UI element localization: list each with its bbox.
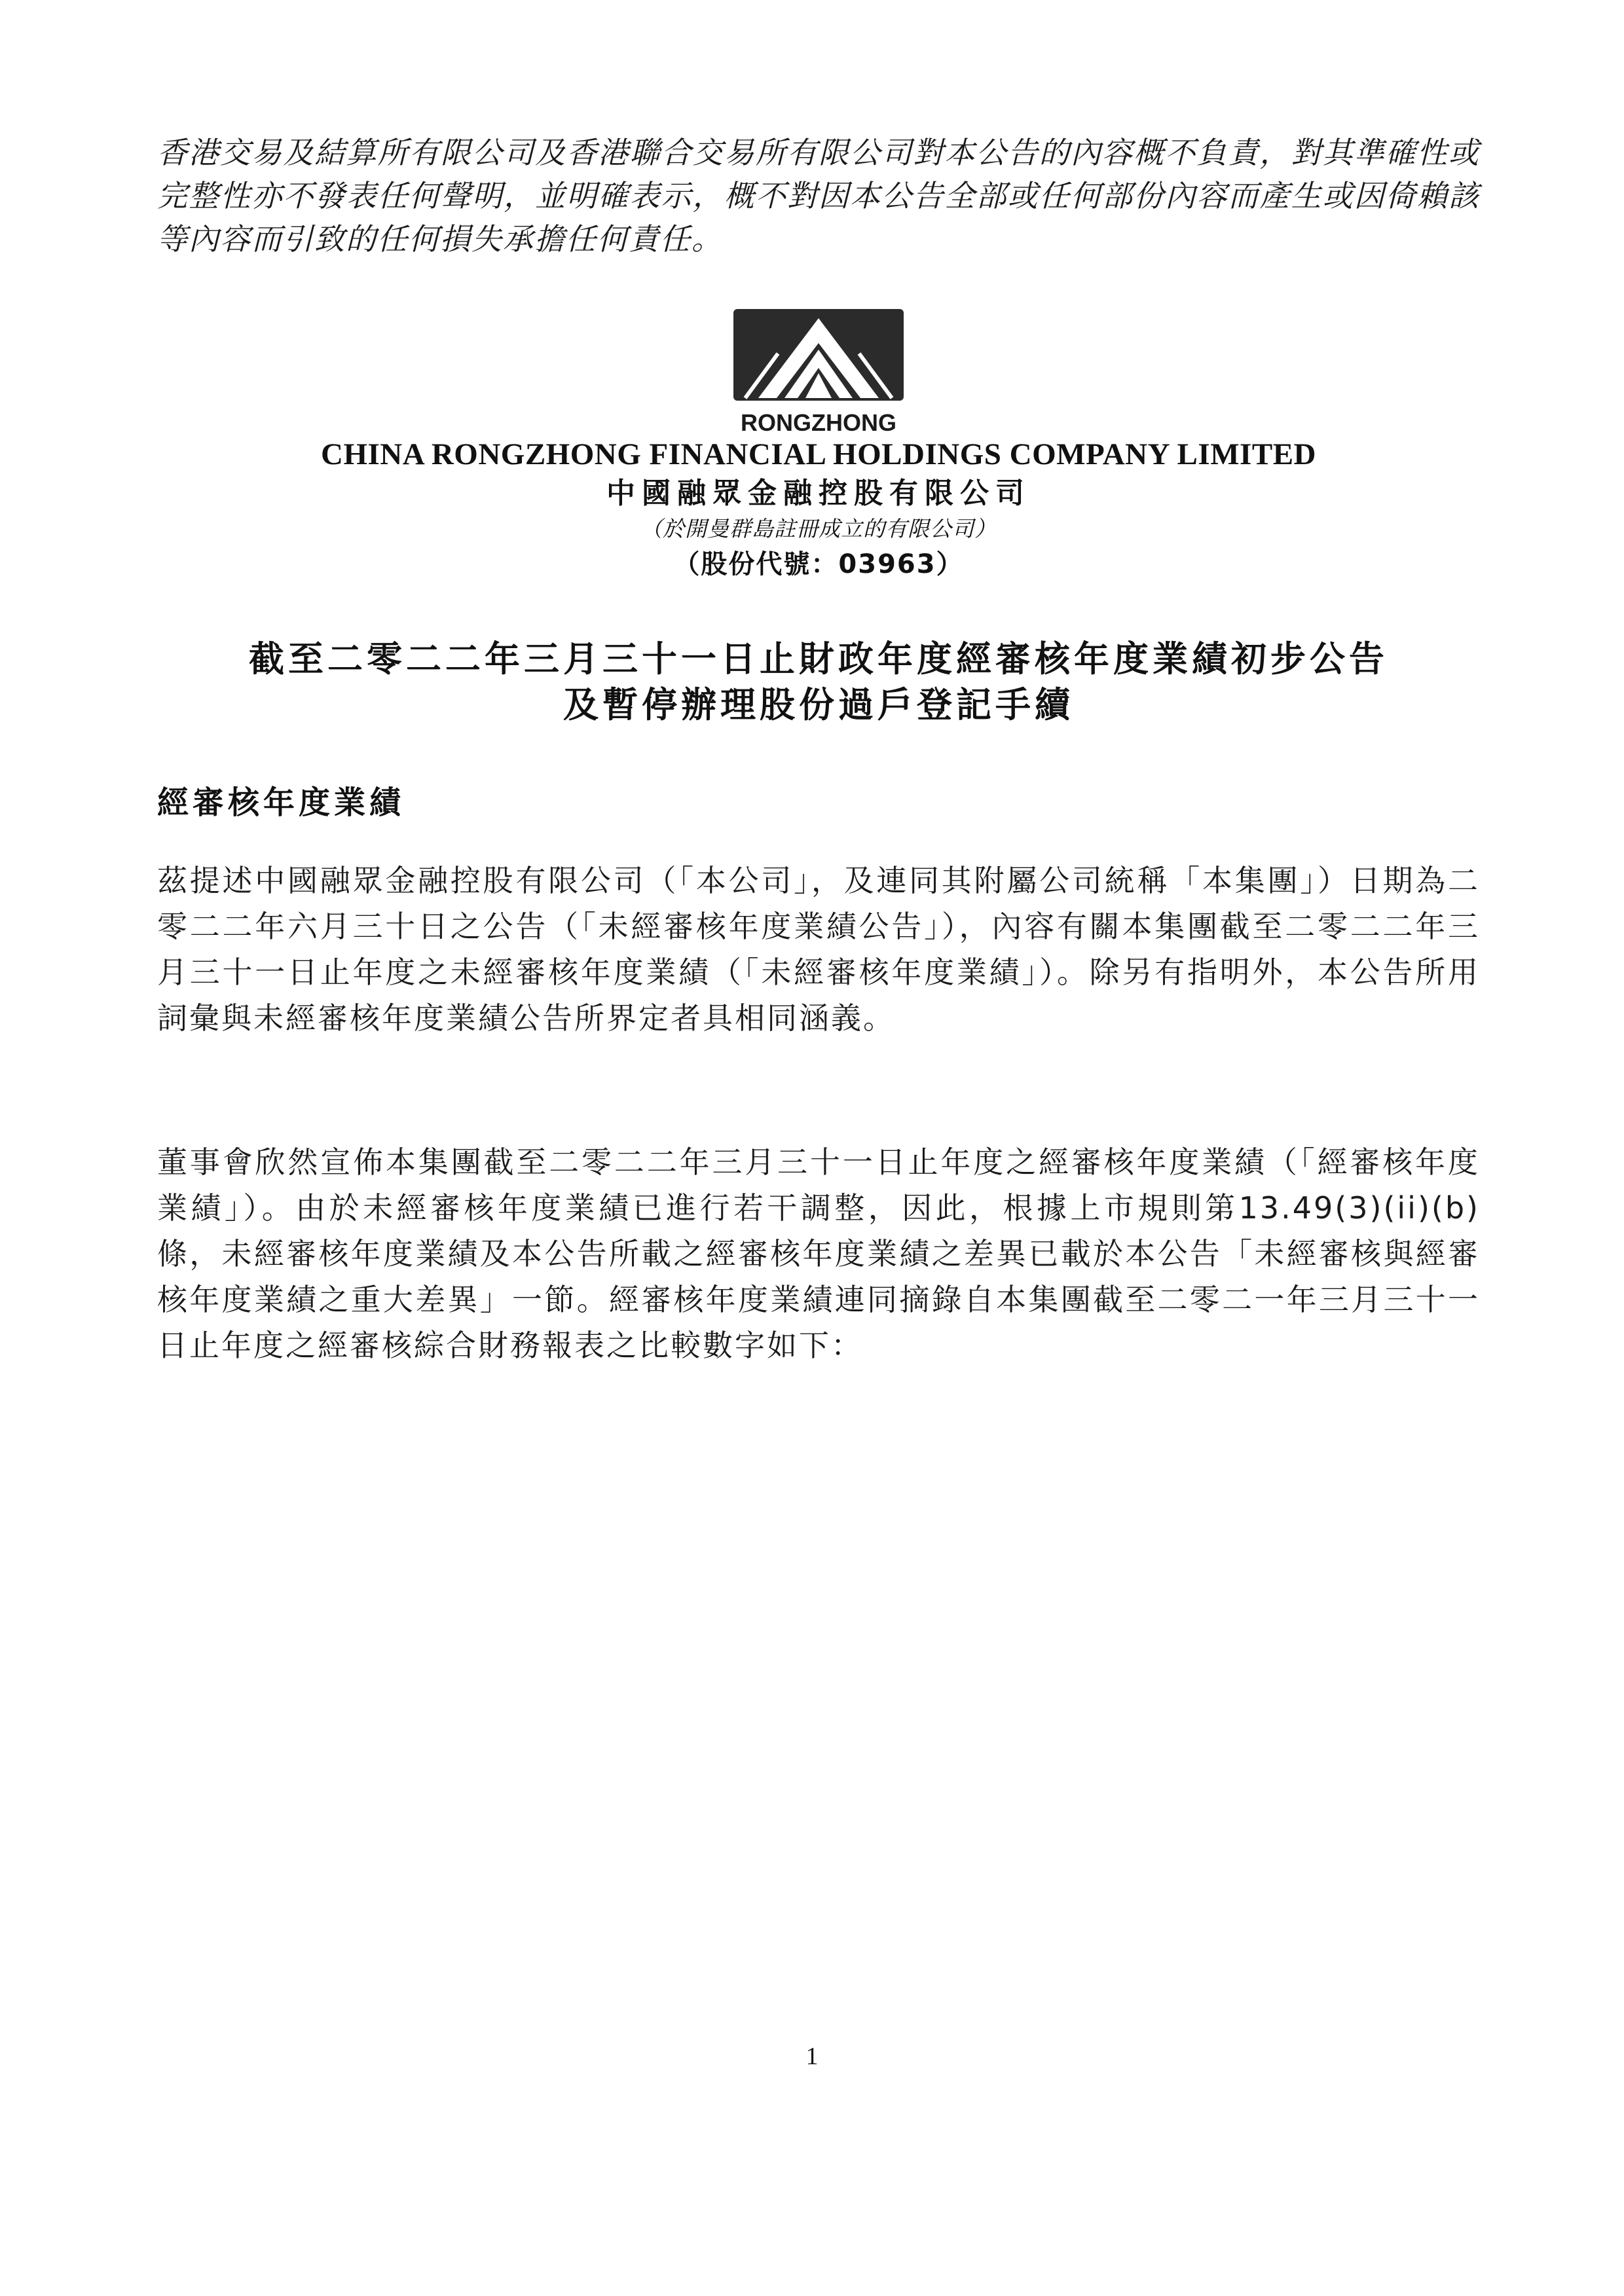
disclaimer-text: 香港交易及結算所有限公司及香港聯合交易所有限公司對本公告的內容概不負責，對其準確性或完整性亦不發表任何聲明，並明確表示，概不對因本公告全部或任何部份內容而產生或因倚賴該等內容而引致的任何損失承擔任何責任。 (157, 135, 1480, 257)
section-heading: 經審核年度業績 (157, 784, 405, 821)
stock-code: （股份代號：03963） (673, 549, 964, 579)
paragraph-board-announcement: 董事會欣然宣佈本集團截至二零二二年三月三十一日止年度之經審核年度業績（「經審核年度業績」）。由於未經審核年度業績已進行若干調整，因此，根據上市規則第13.49(3)(ii)(b)條，未經審核年度業績及本公告所載之經審核年度業績之差異已載於本公告「未經審核與經審核年度業績之重大差異」一節。經審核年度業績連同摘錄自本集團截至二零二一年三月三十一日止年度之經審核綜合財務報表之比較數字如下： (157, 1144, 1480, 1363)
company-name-chinese: 中國融眾金融控股有限公司 (606, 477, 1031, 510)
announcement-title (131, 636, 1506, 728)
page-number: 1 (805, 2043, 819, 2070)
title-line-2: 及暫停辦理股份過戶登記手續 (563, 684, 1074, 725)
title-line-1: 截至二零二二年三月三十一日止財政年度經審核年度業績初步公告 (249, 638, 1388, 680)
logo-wordmark: RONGZHONG (741, 409, 896, 436)
rongzhong-logo-graphic (732, 308, 905, 439)
incorporation-note: （於開曼群島註冊成立的有限公司） (640, 516, 997, 541)
rongzhong-logo (732, 308, 905, 439)
paragraph-reference: 茲提述中國融眾金融控股有限公司（「本公司」，及連同其附屬公司統稱「本集團」）日期為二零二二年六月三十日之公告（「未經審核年度業績公告」），內容有關本集團截至二零二二年三月三十一日止年度之未經審核年度業績（「未經審核年度業績」）。除另有指明外，本公告所用詞彙與未經審核年度業績公告所界定者具相同涵義。 (157, 863, 1480, 1036)
company-name-english: CHINA RONGZHONG FINANCIAL HOLDINGS COMPANY LIMITED (321, 437, 1316, 471)
